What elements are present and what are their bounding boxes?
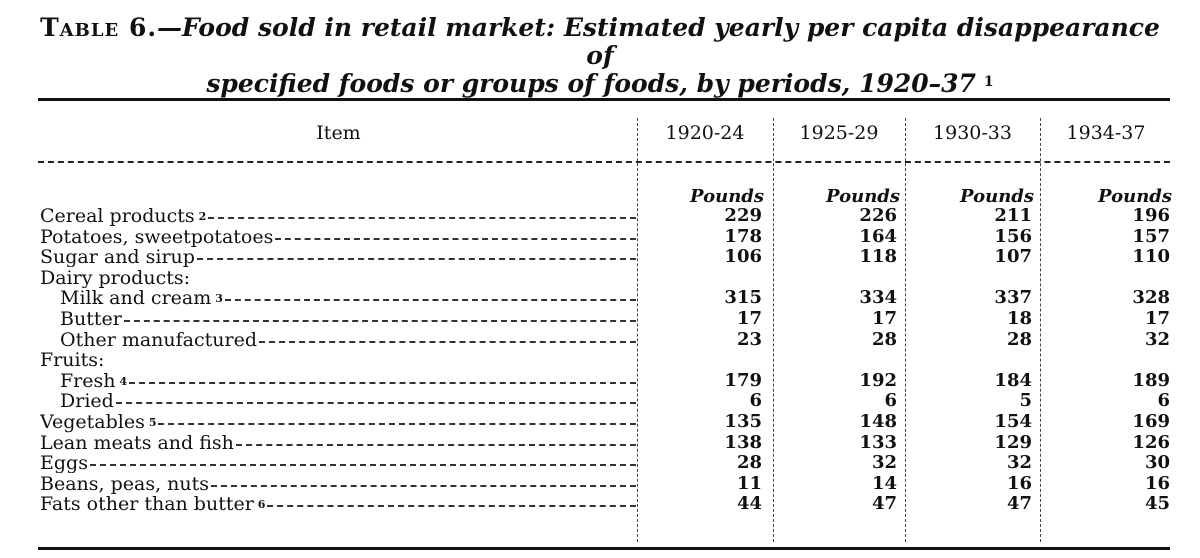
unit-label: Pounds <box>690 186 764 207</box>
row-item <box>60 371 636 394</box>
row-value: 138 <box>724 431 762 453</box>
row-value: 47 <box>871 493 897 515</box>
table-row <box>40 206 1172 227</box>
table-row <box>40 350 1172 371</box>
row-item <box>40 350 636 370</box>
table-row <box>40 268 1172 289</box>
row-value: 44 <box>736 493 762 515</box>
row-item-label: Butter <box>60 309 122 329</box>
row-item-label: Other manufactured <box>60 329 257 350</box>
table-caption <box>30 14 1170 98</box>
row-value: 28 <box>1006 328 1032 350</box>
row-item-label: Fruits: <box>40 350 105 371</box>
row-item <box>40 206 636 229</box>
unit-label: Pounds <box>960 186 1034 207</box>
row-value: 196 <box>1132 205 1170 226</box>
row-item-label: Milk and cream <box>60 288 212 310</box>
dot-leader <box>129 382 636 384</box>
row-value: 5 <box>1019 390 1032 412</box>
row-item <box>60 288 636 311</box>
row-value: 47 <box>1006 493 1032 515</box>
row-footnote-mark: 4 <box>119 374 128 388</box>
row-value: 28 <box>736 452 762 474</box>
row-value: 135 <box>724 411 762 432</box>
table-row <box>40 227 1172 248</box>
row-item <box>60 391 636 411</box>
row-value: 23 <box>736 328 762 350</box>
row-value: 45 <box>1144 493 1170 515</box>
dot-leader <box>124 320 636 322</box>
row-footnote-mark: 6 <box>257 498 266 512</box>
row-value: 133 <box>859 431 897 453</box>
table-row <box>40 247 1172 268</box>
row-value: 184 <box>994 369 1032 391</box>
row-item-label: Eggs <box>40 453 88 474</box>
row-value: 226 <box>859 205 897 226</box>
row-value: 6 <box>884 390 897 412</box>
column-header-1925-29: 1925-29 <box>799 122 879 144</box>
dot-leader <box>259 341 636 343</box>
row-value: 315 <box>724 287 762 309</box>
row-value: 32 <box>1006 452 1032 474</box>
row-item-label: Beans, peas, nuts <box>40 473 210 494</box>
row-value: 178 <box>724 225 762 247</box>
row-value: 30 <box>1144 452 1170 474</box>
dot-leader <box>267 505 636 507</box>
row-value: 32 <box>871 452 897 474</box>
row-item-label: Potatoes, sweetpotatoes <box>40 226 274 247</box>
row-item <box>40 268 636 288</box>
dot-leader <box>275 238 636 240</box>
bottom-rule <box>38 547 1170 550</box>
row-value: 28 <box>871 328 897 350</box>
unit-label: Pounds <box>1098 186 1172 207</box>
row-item-label: Fresh <box>60 370 116 392</box>
row-item <box>40 474 636 494</box>
row-value: 106 <box>724 246 762 268</box>
table-row <box>40 309 1172 330</box>
row-footnote-mark: 5 <box>148 416 157 429</box>
row-item-label: Fats other than butter <box>40 494 254 516</box>
row-value: 16 <box>1144 472 1170 494</box>
row-value: 328 <box>1132 287 1170 309</box>
dot-leader <box>116 402 636 404</box>
row-footnote-mark: 3 <box>215 292 223 306</box>
row-item <box>60 330 636 350</box>
column-header-item: Item <box>316 122 361 144</box>
row-value: 154 <box>994 411 1032 432</box>
row-value: 6 <box>1157 390 1170 412</box>
table-row <box>40 494 1172 515</box>
dot-leader <box>225 299 636 301</box>
column-header-1934-37: 1934-37 <box>1066 122 1146 144</box>
row-value: 18 <box>1006 308 1032 329</box>
row-value: 156 <box>994 225 1032 247</box>
row-footnote-mark: 2 <box>198 210 207 223</box>
dot-leader <box>197 258 636 260</box>
unit-label: Pounds <box>826 186 900 207</box>
row-item-label: Vegetables <box>40 412 145 433</box>
row-value: 129 <box>994 431 1032 453</box>
table-row <box>40 474 1172 495</box>
row-item-label: Dried <box>60 391 114 412</box>
table-title-line2: specified foods or groups of foods, by periods, 1920–37 <box>206 69 976 98</box>
row-item <box>40 453 636 473</box>
row-item <box>40 227 636 247</box>
dot-leader <box>90 464 636 466</box>
row-item <box>40 433 636 453</box>
top-rule <box>38 98 1170 101</box>
row-value: 334 <box>859 287 897 309</box>
row-value: 110 <box>1132 246 1170 268</box>
row-value: 211 <box>994 205 1032 226</box>
dot-leader <box>236 444 636 446</box>
column-header-1920-24: 1920-24 <box>665 122 745 144</box>
row-value: 107 <box>994 246 1032 268</box>
row-value: 17 <box>736 308 762 329</box>
row-value: 148 <box>859 411 897 432</box>
dot-leader <box>211 485 636 487</box>
row-value: 126 <box>1132 431 1170 453</box>
row-value: 164 <box>859 225 897 247</box>
row-value: 14 <box>871 472 897 494</box>
table-row <box>40 288 1172 309</box>
row-item-label: Sugar and sirup <box>40 247 195 268</box>
row-value: 169 <box>1132 411 1170 432</box>
row-item-label: Cereal products <box>40 206 195 227</box>
table-label: Table 6. <box>40 13 158 42</box>
row-item <box>60 309 636 329</box>
row-item-label: Dairy products: <box>40 267 191 288</box>
dot-leader <box>208 217 636 219</box>
row-value: 157 <box>1132 225 1170 247</box>
row-value: 11 <box>736 472 762 494</box>
dot-leader <box>158 423 636 425</box>
table-title-line1: —Food sold in retail market: Estimated yearly per capita disappearance of <box>157 13 1160 70</box>
row-value: 192 <box>859 369 897 391</box>
row-value: 16 <box>1006 472 1032 494</box>
row-value: 17 <box>871 308 897 329</box>
row-item-label: Lean meats and fish <box>40 432 234 453</box>
table-row <box>40 330 1172 351</box>
row-value: 6 <box>749 390 762 412</box>
row-value: 118 <box>859 246 897 268</box>
table-row <box>40 412 1172 433</box>
caption-footnote-mark: 1 <box>983 74 994 90</box>
row-value: 229 <box>724 205 762 226</box>
row-item <box>40 412 636 435</box>
column-header-1930-33: 1930-33 <box>933 122 1012 144</box>
header-rule <box>38 161 1170 163</box>
row-value: 337 <box>994 287 1032 309</box>
table-row <box>40 391 1172 412</box>
table-row <box>40 453 1172 474</box>
row-value: 32 <box>1144 328 1170 350</box>
row-value: 179 <box>724 369 762 391</box>
row-value: 17 <box>1144 308 1170 329</box>
table-row <box>40 371 1172 392</box>
table-row <box>40 433 1172 454</box>
row-item <box>40 494 636 517</box>
row-value: 189 <box>1132 369 1170 391</box>
row-item <box>40 247 636 267</box>
